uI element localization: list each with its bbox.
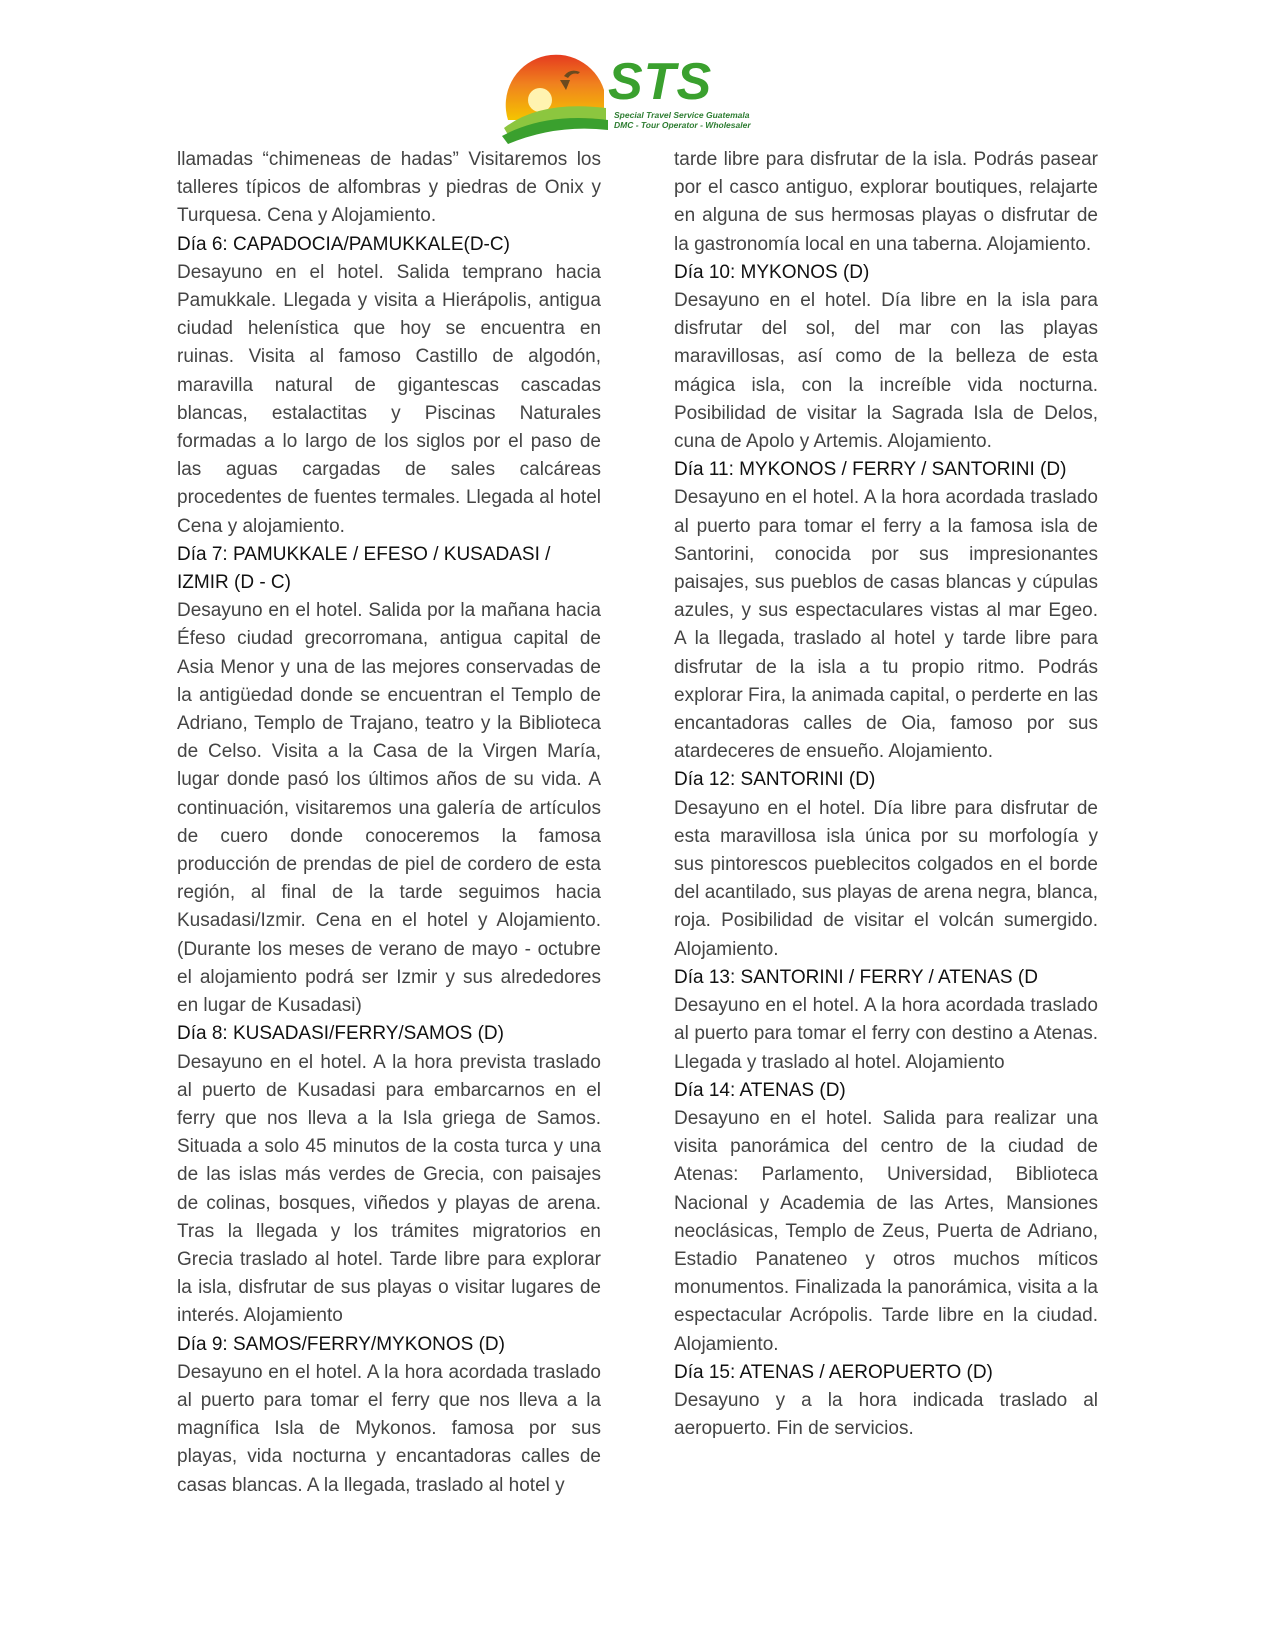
day-11-text: Desayuno en el hotel. A la hora acordada traslado al puerto para tomar el ferry a la famosa isla de Santorini, conocida por sus impresionantes paisajes, sus pueblos de casas blancas y cúpulas azules, y sus espectaculares vistas al mar Egeo. A la llegada, traslado al hotel y tarde libre para disfrutar de la isla a tu propio ritmo. Podrás explorar Fira, la animada capital, o perderte en las encantadoras calles de Oia, famoso por sus atardeceres de ensueño. Alojamiento. bbox=[674, 487, 1098, 763]
day-9-text: Desayuno en el hotel. A la hora acordada traslado al puerto para tomar el ferry que nos lleva a la magnífica Isla de Mykonos. famosa por sus playas, vida nocturna y encantadoras calles de casas blancas. A la llegada, traslado al hotel y bbox=[177, 1361, 601, 1496]
day-8-heading: Día 8: KUSADASI/FERRY/SAMOS (D) bbox=[177, 1023, 504, 1045]
day-6-text: Desayuno en el hotel. Salida temprano hacia Pamukkale. Llegada y visita a Hierápolis, antigua ciudad helenística que hoy se encuentra en ruinas. Visita al famoso Castillo de algodón, maravilla natural de gigantescas cascadas blancas, estalactitas y Piscinas Naturales formadas a lo largo de los siglos por el paso de las aguas cargadas de sales calcáreas procedentes de fuentes termales. Llegada al hotel Cena y alojamiento. bbox=[177, 261, 601, 537]
day-9-heading: Día 9: SAMOS/FERRY/MYKONOS (D) bbox=[177, 1333, 505, 1355]
left-column bbox=[177, 146, 601, 1500]
logo-tagline: DMC - Tour Operator - Wholesaler bbox=[614, 120, 751, 130]
day-15-heading: Día 15: ATENAS / AEROPUERTO (D) bbox=[674, 1361, 993, 1383]
day-6-heading: Día 6: CAPADOCIA/PAMUKKALE(D-C) bbox=[177, 233, 510, 255]
day-7-heading: Día 7: PAMUKKALE / EFESO / KUSADASI / IZMIR (D - C) bbox=[177, 543, 551, 594]
sun-landscape-icon bbox=[500, 50, 610, 144]
day-13-text: Desayuno en el hotel. A la hora acordada traslado al puerto para tomar el ferry con destino a Atenas. Llegada y traslado al hotel. Alojamiento bbox=[674, 995, 1098, 1073]
right-column bbox=[674, 146, 1098, 1443]
day-12-text: Desayuno en el hotel. Día libre para disfrutar de esta maravillosa isla única por su morfología y sus pintorescos pueblecitos colgados en el borde del acantilado, sus playas de arena negra, blanca, roja. Posibilidad de visitar el volcán sumergido. Alojamiento. bbox=[674, 797, 1098, 960]
day-10-heading: Día 10: MYKONOS (D) bbox=[674, 261, 870, 283]
company-logo bbox=[500, 50, 768, 144]
day-7-text: Desayuno en el hotel. Salida por la mañana hacia Éfeso ciudad grecorromana, antigua capital de Asia Menor y una de las mejores conservadas de la antigüedad donde se encuentran el Templo de Adriano, Templo de Trajano, teatro y la Biblioteca de Celso. Visita a la Casa de la Virgen María, lugar donde pasó los últimos años de su vida. A continuación, visitaremos una galería de artículos de cuero donde conoceremos la famosa producción de prendas de piel de cordero de esta región, al final de la tarde seguimos hacia Kusadasi/Izmir. Cena en el hotel y Alojamiento. (Durante los meses de verano de mayo - octubre el alojamiento podrá ser Izmir y sus alrededores en lugar de Kusadasi) bbox=[177, 600, 601, 1017]
day-11-heading: Día 11: MYKONOS / FERRY / SANTORINI (D) bbox=[674, 459, 1067, 481]
day-13-heading: Día 13: SANTORINI / FERRY / ATENAS (D bbox=[674, 966, 1038, 988]
day-10-text: Desayuno en el hotel. Día libre en la isla para disfrutar del sol, del mar con las playas maravillosas, así como de la belleza de esta mágica isla, con la increíble vida nocturna. Posibilidad de visitar la Sagrada Isla de Delos, cuna de Apolo y Artemis. Alojamiento. bbox=[674, 290, 1098, 453]
day-14-heading: Día 14: ATENAS (D) bbox=[674, 1079, 846, 1101]
day-15-text: Desayuno y a la hora indicada traslado al aeropuerto. Fin de servicios. bbox=[674, 1389, 1098, 1440]
day-14-text: Desayuno en el hotel. Salida para realizar una visita panorámica del centro de la ciudad de Atenas: Parlamento, Universidad, Biblioteca Nacional y Academia de las Artes, Mansiones neoclásicas, Templo de Zeus, Puerta de Adriano, Estadio Panateneo y otros muchos míticos monumentos. Finalizada la panorámica, visita a la espectacular Acrópolis. Tarde libre en la ciudad. Alojamiento. bbox=[674, 1107, 1098, 1355]
day-12-heading: Día 12: SANTORINI (D) bbox=[674, 769, 876, 791]
paragraph-continuation: llamadas “chimeneas de hadas” Visitaremos los talleres típicos de alfombras y piedras de Onix y Turquesa. Cena y Alojamiento. bbox=[177, 149, 601, 227]
logo-title: STS bbox=[608, 53, 713, 111]
day-8-text: Desayuno en el hotel. A la hora prevista traslado al puerto de Kusadasi para embarcarnos en el ferry que nos lleva a la Isla griega de Samos. Situada a solo 45 minutos de la costa turca y una de las islas más verdes de Grecia, con paisajes de colinas, bosques, viñedos y playas de arena. Tras la llegada y los trámites migratorios en Grecia traslado al hotel. Tarde libre para explorar la isla, disfrutar de sus playas o visitar lugares de interés. Alojamiento bbox=[177, 1051, 601, 1327]
logo-subtitle: Special Travel Service Guatemala bbox=[614, 110, 750, 120]
paragraph-continuation: tarde libre para disfrutar de la isla. Podrás pasear por el casco antiguo, explorar boutiques, relajarte en alguna de sus hermosas playas o disfrutar de la gastronomía local en una taberna. Alojamiento. bbox=[674, 149, 1098, 255]
